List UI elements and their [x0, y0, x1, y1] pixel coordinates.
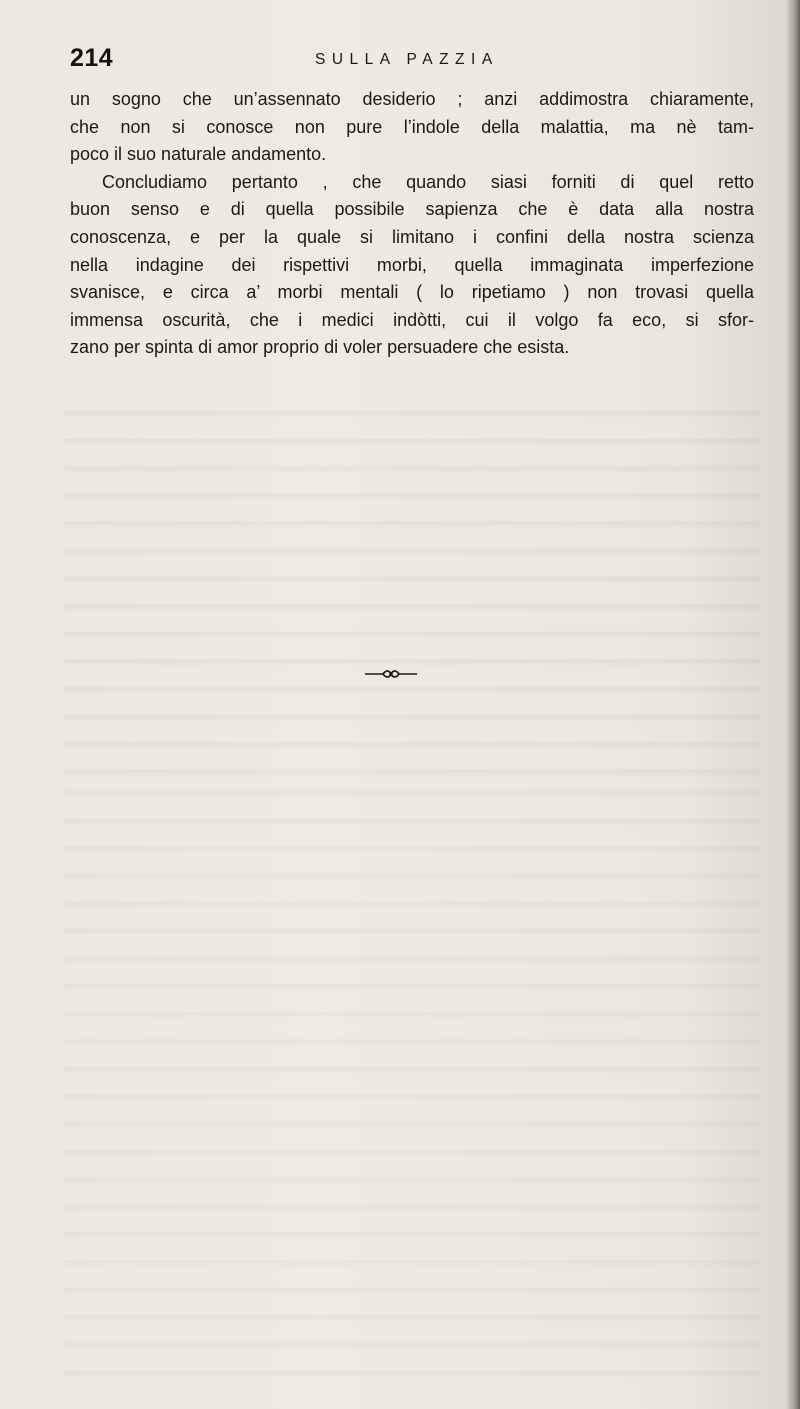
text-line: svanisce, e circa a’ morbi mentali ( lo ripetiamo ) non trovasi quella [70, 282, 754, 303]
text-line: immensa oscurità, che i medici indòtti, cui il volgo fa eco, si sfor- [70, 309, 754, 330]
text-line: Concludiamo pertanto , che quando siasi forniti di quel retto [102, 171, 754, 192]
running-head: SULLA PAZZIA [315, 51, 499, 68]
section-divider-ornament-icon [364, 664, 418, 684]
text-line: conoscenza, e per la quale si limitano i confini della nostra scienza [70, 226, 754, 247]
text-line: zano per spinta di amor proprio di voler persuadere che esista. [70, 337, 570, 358]
text-line: poco il suo naturale andamento. [70, 144, 327, 165]
page-edge-shadow [786, 0, 800, 1409]
bleed-through-texture [64, 400, 760, 780]
body-text [70, 86, 754, 362]
text-line: nella indagine dei rispettivi morbi, quella immaginata imperfezione [70, 254, 754, 275]
text-line: un sogno che un’assennato desiderio ; anzi addimostra chiaramente, [70, 89, 754, 109]
text-line: che non si conosce non pure l’indole della malattia, ma nè tam- [70, 116, 754, 137]
text-line: buon senso e di quella possibile sapienza che è data alla nostra [70, 199, 754, 220]
bleed-through-texture-lower [64, 780, 760, 1380]
page-header [70, 44, 750, 84]
page-number: 214 [70, 44, 114, 72]
